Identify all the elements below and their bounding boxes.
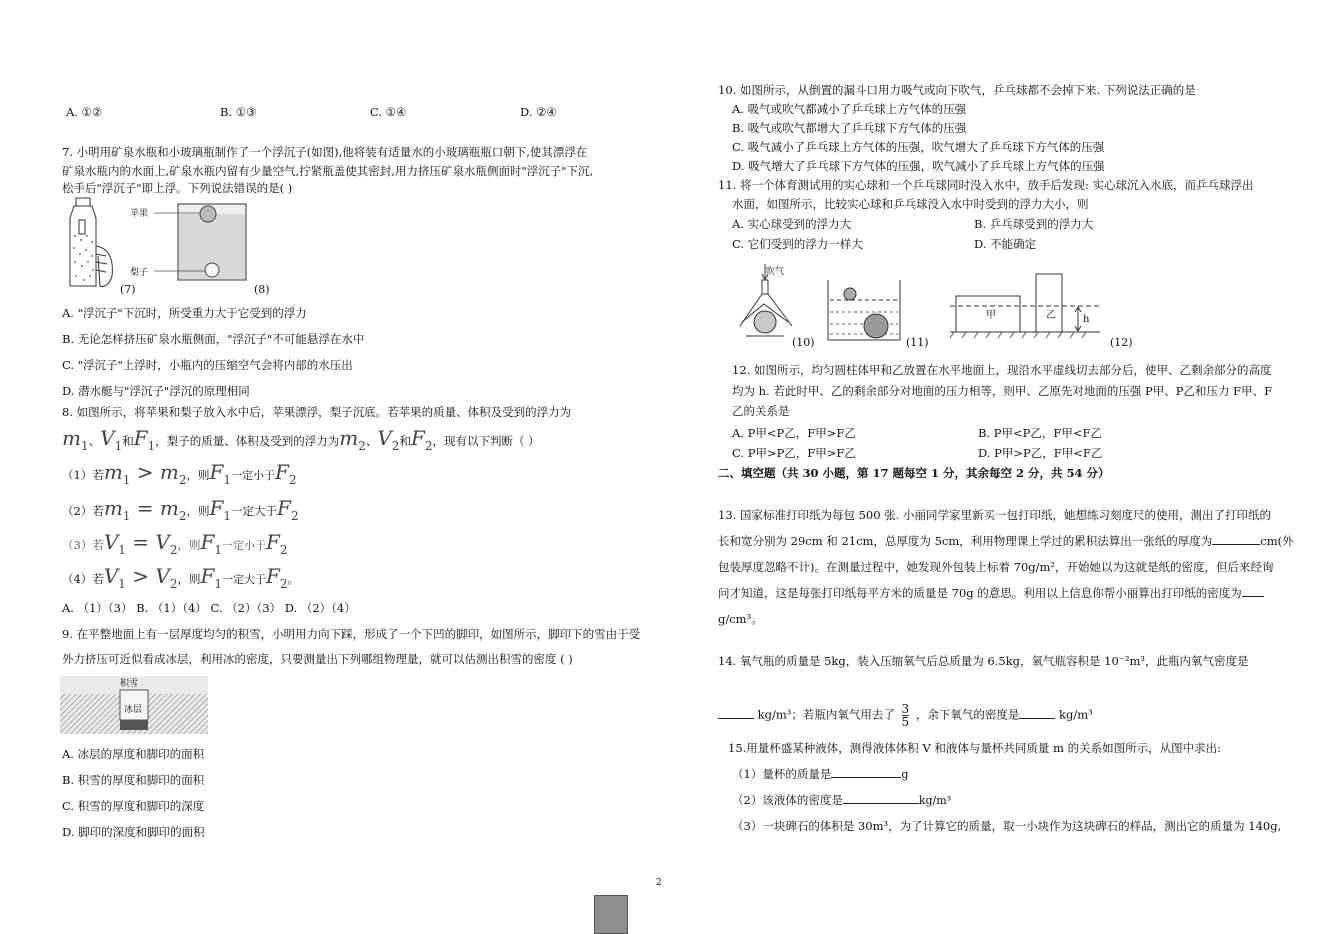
page-number: 2 (656, 878, 662, 888)
q15-blank-2[interactable] (843, 792, 919, 804)
q15-blank-1[interactable] (831, 766, 901, 778)
q13-blank-1[interactable] (1212, 533, 1260, 545)
section-2-heading: 二、填空题（共 30 小题，第 17 题每空 1 分，其余每空 2 分，共 54 分） (718, 466, 1110, 480)
q8-stem-line1: 8. 如图所示，将苹果和梨子放入水中后，苹果漂浮，梨子沉底。若苹果的质量、体积及受到的浮力为 (62, 405, 572, 419)
q7-stem-line1: 7. 小明用矿泉水瓶和小玻璃瓶制作了一个浮沉子(如图),他将装有适量水的小玻璃瓶瓶口朝下,使其漂浮在 (62, 145, 588, 159)
q11-option-d: D. 不能确定 (974, 237, 1037, 251)
m1-symbol: $m_1$ (62, 426, 89, 453)
q10-stem: 10. 如图所示，从倒置的漏斗口用力吸气或向下吹气，乒乓球都不会掉下来. 下列说法正确的是 (718, 83, 1196, 97)
v1-symbol: $V_1$ (100, 426, 123, 453)
q12-option-c: C. P甲>P乙，F甲>F乙 (732, 446, 856, 460)
q9-stem-line1: 9. 在平整地面上有一层厚度均匀的积雪，小明用力向下踩，形成了一个下凹的脚印，如图所示，脚印下的雪由于受 (62, 627, 641, 641)
q11-stem-line1: 11. 将一个体育测试用的实心球和一个乒乓球同时没入水中，放手后发现: 实心球沉入水底，而乒乓球浮出 (718, 178, 1254, 192)
q13-line4: 问才知道，这是每张打印纸每平方米的质量是 70g 的意思。利用以上信息你帮小丽算出打印纸的密度为 (718, 585, 1264, 601)
fraction-three-fifths: $\frac{3}{5}$ (901, 702, 910, 729)
apple-label: 苹果 (130, 209, 149, 219)
q12-option-b: B. P甲<P乙，F甲<F乙 (978, 426, 1102, 440)
figure-12-caption: (12) (1110, 336, 1133, 349)
page-thumbnail[interactable] (594, 895, 628, 934)
snow-label: 积雪 (120, 679, 139, 689)
q10-option-b: B. 吸气或吹气都增大了乒乓球下方气体的压强 (732, 121, 967, 135)
q12-stem-line3: 乙的关系是 (732, 404, 790, 418)
q8-judgement-1: （1）若$m_1 > m_2$，则$F_1$一定小于$F_2$ (62, 460, 297, 487)
yi-label: 乙 (1046, 310, 1056, 321)
q6-option-c: C. ①④ (370, 105, 407, 119)
q7-option-c: C. "浮沉子"上浮时，小瓶内的压缩空气会将内部的水压出 (62, 358, 353, 372)
pear-label: 梨子 (130, 268, 149, 278)
q9-stem-line2: 外力挤压可近似看成冰层，利用冰的密度，只要测量出下列哪组物理量，就可以估测出积雪的密度 ( ) (62, 652, 573, 666)
q14-line1: 14. 氧气瓶的质量是 5kg，装入压缩氧气后总质量为 6.5kg，氧气瓶容积是 10⁻²m³，此瓶内氧气密度是 (718, 654, 1249, 668)
cylinders-figure (950, 268, 1120, 342)
q11-option-a: A. 实心球受到的浮力大 (732, 217, 852, 231)
q15-sub3: （3）一块碑石的体积是 30m³，为了计算它的质量，取一小块作为这块碑石的样品，测出它的质量为 140g, (732, 819, 1282, 833)
q8-judgement-3: （3）若$V_1 = V_2$，则$F_1$一定小于$F_2$ (62, 530, 288, 557)
m2-symbol: $m_2$ (339, 426, 366, 453)
q7-option-b: B. 无论怎样挤压矿泉水瓶侧面，"浮沉子"不可能悬浮在水中 (62, 332, 365, 346)
q10-option-a: A. 吸气或吹气都减小了乒乓球上方气体的压强 (732, 102, 967, 116)
figure-11-caption: (11) (906, 336, 929, 349)
q14-line2: kg/m³；若瓶内氧气用去了 $\frac{3}{5}$ ，余下氧气的密度是 kg/m³ (718, 703, 1093, 728)
water-beaker-figure (824, 276, 904, 346)
q7-stem-line3: 松手后"浮沉子"即上浮。下列说法错误的是( ) (62, 181, 293, 195)
q13-line1: 13. 国家标准打印纸为每包 500 张. 小丽同学家里新买一包打印纸，她想练习刻度尺的使用，测出了打印纸的 (718, 508, 1272, 522)
q15-sub1: （1）量杯的质量是 g (732, 767, 909, 781)
q13-blank-2[interactable] (1242, 585, 1264, 597)
figure-7-caption: (7) (120, 283, 136, 296)
q13-line3: 包装厚度忽略不计)。在测量过程中，她发现外包装上标着 70g/m²，开始她以为这就是纸的密度，但后来经询 (718, 560, 1274, 574)
q6-option-b: B. ①③ (220, 105, 257, 119)
blow-label: 吹气 (766, 267, 785, 277)
figure-8-caption: (8) (254, 283, 270, 296)
q12-option-a: A. P甲<P乙，F甲>F乙 (732, 426, 856, 440)
q8-judgement-2: （2）若$m_1 = m_2$，则$F_1$一定大于$F_2$ (62, 496, 299, 523)
q12-stem-line2: 均为 h. 若此时甲、乙的剩余部分对地面的压力相等，则甲、乙原先对地面的压强 P甲、P乙和压力 F甲、F (732, 384, 1273, 398)
q11-option-b: B. 乒乓球受到的浮力大 (974, 217, 1094, 231)
q15-sub2: （2）该液体的密度是 kg/m³ (732, 793, 952, 807)
q9-option-b: B. 积雪的厚度和脚印的面积 (62, 773, 205, 787)
f1-symbol: $F_1$ (133, 426, 156, 453)
q8-judgement-4: （4）若$V_1 > V_2$，则$F_1$一定大于$F_2$。 (62, 564, 300, 591)
q8-stem-line2: $m_1$、$V_1$和$F_1$，梨子的质量、体积及受到的浮力为$m_2$、$V_2$和$F_2$，现有以下判断（ ） (62, 426, 540, 453)
v2-symbol: $V_2$ (377, 426, 400, 453)
q8-options: A. （1）（3） B. （1）（4） C. （2）（3） D. （2）（4） (62, 601, 356, 615)
jia-label: 甲 (986, 310, 996, 321)
q12-option-d: D. P甲>P乙，F甲<F乙 (978, 446, 1103, 460)
q14-blank-1[interactable] (718, 707, 754, 719)
q10-option-d: D. 吸气增大了乒乓球下方气体的压强，吹气减小了乒乓球上方气体的压强 (732, 159, 1105, 173)
h-label: h (1083, 314, 1090, 325)
q10-option-c: C. 吸气减小了乒乓球上方气体的压强，吹气增大了乒乓球下方气体的压强 (732, 140, 1105, 154)
q13-line5: g/cm³。 (718, 612, 763, 626)
ice-label: 冰层 (124, 705, 143, 715)
q13-line2: 长和宽分别为 29cm 和 21cm，总厚度为 5cm，利用物理课上学过的累积法算出一张纸的厚度为 cm(外 (718, 534, 1294, 548)
q7-option-a: A. "浮沉子"下沉时，所受重力大于它受到的浮力 (62, 306, 307, 320)
f2-symbol: $F_2$ (410, 426, 433, 453)
q9-option-c: C. 积雪的厚度和脚印的深度 (62, 799, 205, 813)
q14-blank-2[interactable] (1019, 707, 1055, 719)
q6-option-a: A. ①② (66, 105, 103, 119)
q7-stem-line2: 矿泉水瓶内的水面上,矿泉水瓶内留有少量空气,拧紧瓶盖使其密封,用力挤压矿泉水瓶侧面时"浮沉子"下沉, (62, 164, 594, 178)
bottle-figure (60, 196, 120, 292)
q15-line1: 15.用量杯盛某种液体，测得液体体积 V 和液体与量杯共同质量 m 的关系如图所示，从图中求出: (728, 741, 1221, 755)
q9-option-a: A. 冰层的厚度和脚印的面积 (62, 747, 205, 761)
q9-option-d: D. 脚印的深度和脚印的面积 (62, 825, 205, 839)
q11-option-c: C. 它们受到的浮力一样大 (732, 237, 863, 251)
q7-option-d: D. 潜水艇与"浮沉子"浮沉的原理相同 (62, 384, 250, 398)
q6-option-d: D. ②④ (520, 105, 557, 119)
q12-stem-line1: 12. 如图所示，均匀圆柱体甲和乙放置在水平地面上，现沿水平虚线切去部分后，使甲、乙剩余部分的高度 (732, 363, 1272, 377)
q11-stem-line2: 水面，如图所示，比较实心球和乒乓球没入水中时受到的浮力大小，则 (732, 197, 1089, 211)
figure-10-caption: (10) (792, 336, 815, 349)
